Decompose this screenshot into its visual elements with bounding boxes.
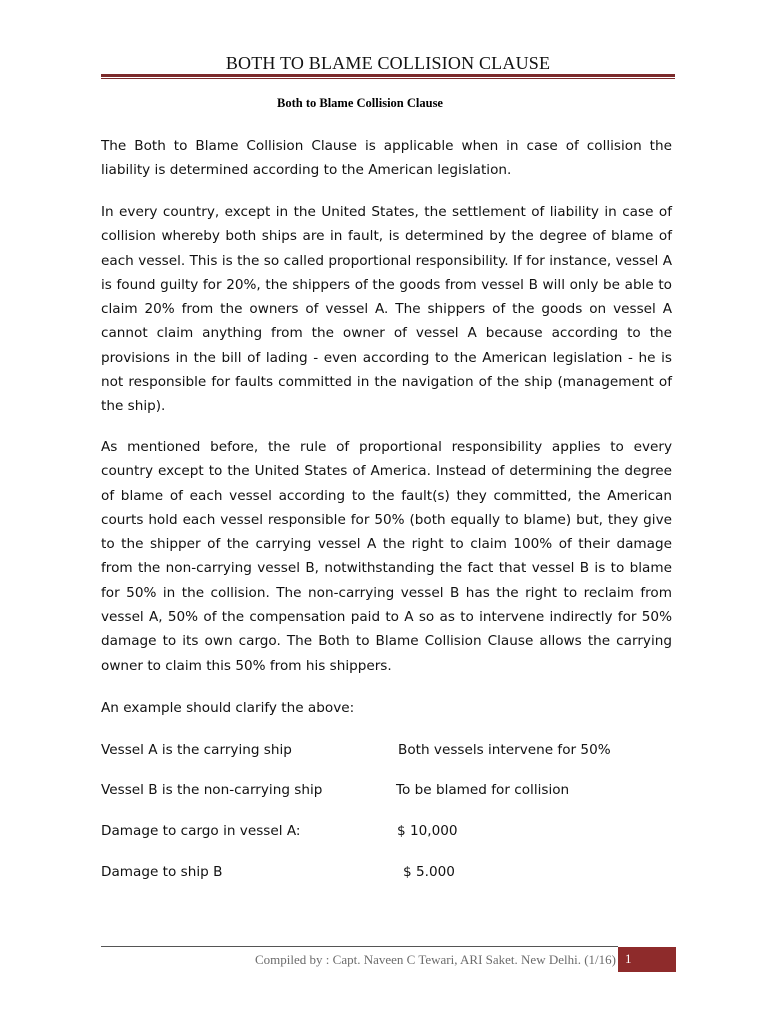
- header-title: BOTH TO BLAME COLLISION CLAUSE: [225, 53, 551, 73]
- paragraph-intro: The Both to Blame Collision Clause is applicable when in case of collision the liability is determined according to the American legislation.: [101, 138, 672, 179]
- example-row-value: To be blamed for collision: [396, 782, 570, 798]
- example-row: [101, 778, 672, 802]
- example-row-label: Vessel B is the non-carrying ship: [101, 782, 323, 798]
- example-row-value: Both vessels intervene for 50%: [398, 742, 611, 758]
- example-row: [101, 738, 672, 762]
- footer-rule: [101, 946, 618, 947]
- footer-credit: Compiled by : Capt. Naveen C Tewari, ARI Saket. New Delhi. (1/16): [255, 952, 616, 967]
- header-rule-thin: [101, 78, 675, 79]
- header-rule-thick: [101, 74, 675, 77]
- example-row-value: $ 5.000: [403, 864, 455, 880]
- example-row-label: Damage to ship B: [101, 864, 223, 880]
- example-row: [101, 860, 672, 884]
- document-subtitle: Both to Blame Collision Clause: [277, 96, 443, 110]
- page-number-badge: [618, 947, 676, 972]
- example-row-label: Vessel A is the carrying ship: [101, 742, 292, 758]
- example-row-label: Damage to cargo in vessel A:: [101, 823, 301, 839]
- paragraph-proportional-responsibility: In every country, except in the United States, the settlement of liability in case of collision whereby both ships are in fault, is determined by the degree of blame of each vessel. This is the so called proportional responsibility. If for instance, vessel A is found guilty for 20%, the shippers of the goods from vessel B will only be able to claim 20% from the owners of vessel A. The shippers of the goods on vessel A cannot claim anything from the owner of vessel A because according to the provisions in the bill of lading - even according to the American legislation - he is not responsible for faults committed in the navigation of the ship (management of the ship).: [101, 204, 672, 415]
- page-number: 1: [625, 951, 632, 966]
- example-row-value: $ 10,000: [397, 823, 458, 839]
- paragraph-american-rule: As mentioned before, the rule of proportional responsibility applies to every country except to the United States of America. Instead of determining the degree of blame of each vessel according to the fault(s) they committed, the American courts hold each vessel responsible for 50% (both equally to blame) but, they give to the shipper of the carrying vessel A the right to claim 100% of their damage from the non-carrying vessel B, notwithstanding the fact that vessel B is to blame for 50% in the collision. The non-carrying vessel B has the right to reclaim from vessel A, 50% of the compensation paid to A so as to intervene indirectly for 50% damage to its own cargo. The Both to Blame Collision Clause allows the carrying owner to claim this 50% from his shippers.: [101, 439, 672, 674]
- example-row: [101, 819, 672, 843]
- paragraph-example-intro: An example should clarify the above:: [101, 700, 355, 716]
